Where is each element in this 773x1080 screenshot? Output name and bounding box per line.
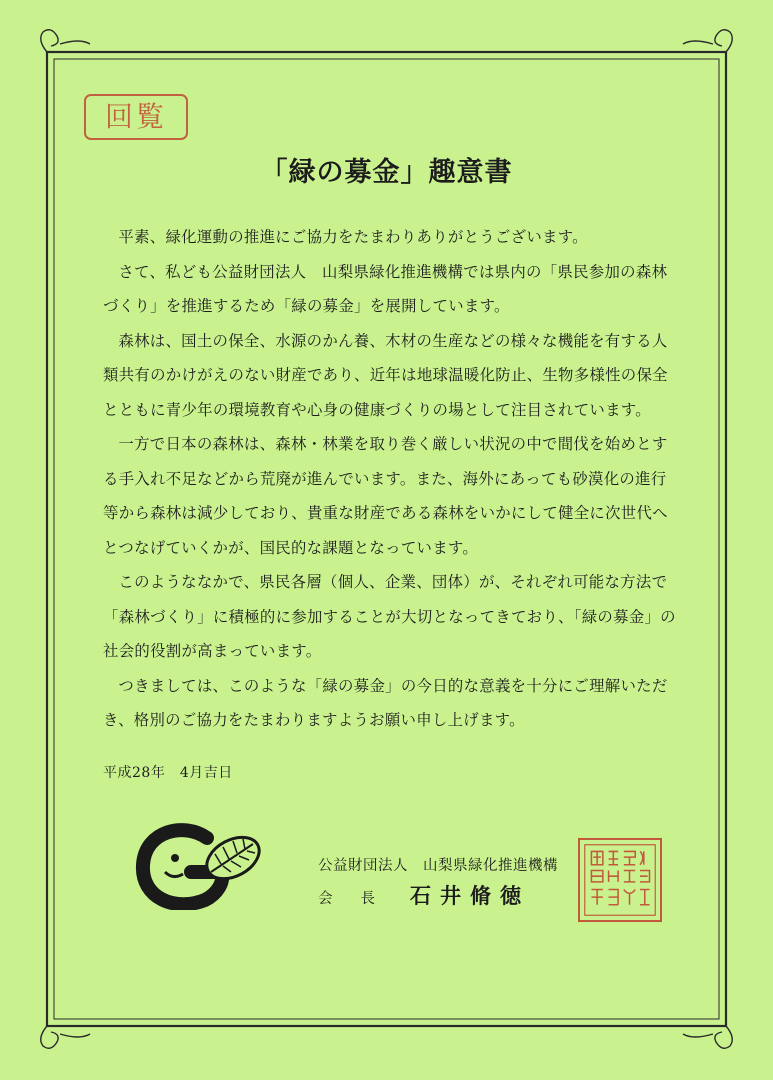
document-body (103, 220, 678, 738)
paragraph: さて、私ども公益財団法人 山梨県緑化推進機構では県内の「県民参加の森林づくり」を推進するため「緑の募金」を展開しています。 (103, 262, 668, 315)
organization-name: 公益財団法人 山梨県緑化推進機構 (318, 858, 558, 874)
signature-line (318, 880, 530, 910)
document-date: 平成28年 4月吉日 (103, 765, 233, 781)
signer-name: 石井脩徳 (410, 883, 530, 908)
paragraph: 一方で日本の森林は、森林・林業を取り巻く厳しい状況の中で間伐を始めとする手入れ不足などから荒廃が進んでいます。また、海外にあっても砂漠化の進行等から森林は減少しており、貴重な財産である森林をいかにして健全に次世代へとつなげていくかが、国民的な課題となっています。 (103, 435, 668, 557)
document-title: 「緑の募金」趣意書 (260, 157, 513, 188)
paragraph: つきましては、このような「緑の募金」の今日的な意義を十分にご理解いただき、格別のご協力をたまわりますようお願い申し上げます。 (103, 676, 668, 729)
paragraph: このようななかで、県民各層（個人、企業、団体）が、それぞれ可能な方法で「森林づくり」に積極的に参加することが大切となってきており、「緑の募金」の社会的役割が高まっています。 (103, 573, 676, 660)
paragraph: 森林は、国土の保全、水源のかん養、木材の生産などの様々な機能を有する人類共有のかけがえのない財産であり、近年は地球温暖化防止、生物多様性の保全とともに青少年の環境教育や心身の健康づくりの場として注目されています。 (103, 331, 668, 419)
paragraph: 平素、緑化運動の推進にご協力をたまわりありがとうございます。 (118, 228, 588, 246)
signer-title: 会長 (318, 891, 403, 907)
circulation-stamp: 回覧 (84, 94, 188, 140)
green-fund-logo-icon (135, 820, 265, 910)
official-seal-icon (578, 838, 662, 922)
